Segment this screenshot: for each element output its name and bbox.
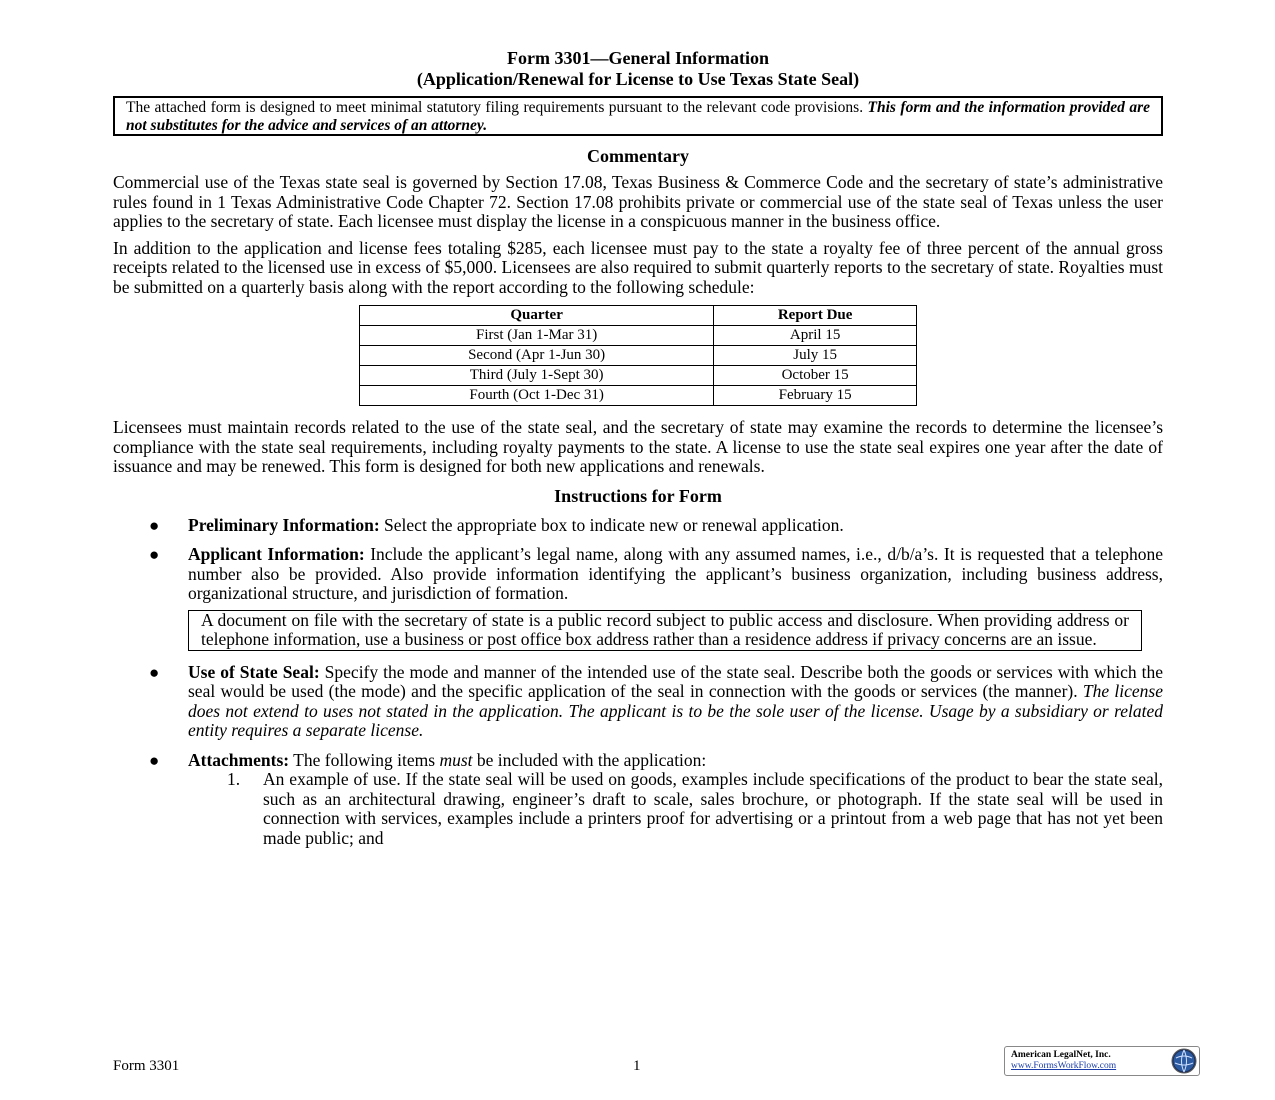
american-legalnet-badge[interactable] [1004, 1046, 1200, 1076]
report-due-cell: October 15 [714, 366, 917, 386]
applicant-text: Include the applicant’s legal name, along with any assumed names, i.e., d/b/a’s. It is requested that a telephone number also be provided. Also provide information identifying the applicant’s business organization, including business address, organizational structure, and jurisdiction of formation. [188, 544, 1163, 603]
attachments-text-before: The following items [293, 749, 436, 770]
use-text: Specify the mode and manner of the intended use of the state seal. Describe both the goods or services with which the seal would be used (the mode) and the specific application of the seal in connection with the goods or services (the manner). [188, 661, 1164, 701]
disclaimer-emphasis: This form and the information provided are not substitutes for the advice and services of an attorney. [126, 99, 1150, 134]
table-row [360, 366, 917, 386]
quarter-cell: Second (Apr 1-Jun 30) [360, 346, 714, 366]
report-due-cell: April 15 [714, 326, 917, 346]
bullet-icon: ● [149, 545, 160, 564]
bullet-icon: ● [149, 662, 160, 682]
column-header-report-due: Report Due [714, 306, 917, 326]
list-item [113, 751, 1163, 849]
table-row [360, 346, 917, 366]
globe-icon [1171, 1048, 1197, 1074]
instructions-heading: Instructions for Form [554, 485, 722, 506]
bullet-icon: ● [149, 515, 160, 535]
instructions-list [113, 516, 1163, 849]
commentary-paragraph-1: Commercial use of the Texas state seal is governed by Section 17.08, Texas Business & Commerce Code and the secretary of state’s administrative rules found in 1 Texas Administrative Code Chapter 72. Section 17.08 prohibits private or commercial use of the state seal of Texas unless the user applies to the secretary of state. Each licensee must display the license in a conspicuous manner in the business office. [113, 172, 1163, 231]
form-subtitle: (Application/Renewal for License to Use Texas State Seal) [416, 69, 860, 89]
use-lead: Use of State Seal: [188, 661, 320, 682]
report-schedule-table [359, 305, 917, 406]
badge-company-name: American LegalNet, Inc. [1011, 1050, 1111, 1060]
table-header-row [360, 306, 917, 326]
commentary-paragraph-3: Licensees must maintain records related to the use of the state seal, and the secretary of state may examine the records to determine the licensee’s compliance with the state seal requirements, including royalty payments to the state. A license to use the state seal expires one year after the date of issuance and may be renewed. This form is designed for both new applications and renewals. [113, 417, 1163, 476]
form-title: Form 3301—General Information [507, 48, 769, 68]
document-page [113, 48, 1163, 858]
privacy-notice-box: A document on file with the secretary of state is a public record subject to public access and disclosure. When providing address or telephone information, use a business or post office box address rather than a residence address if privacy concerns are an issue. [188, 610, 1142, 651]
bullet-icon: ● [149, 750, 160, 770]
commentary-paragraph-2: In addition to the application and license fees totaling $285, each licensee must pay to the state a royalty fee of three percent of the annual gross receipts related to the licensed use in excess of $5,000. Licensees are also required to submit quarterly reports to the secretary of state. Royalties must be submitted on a quarterly basis along with the report according to the following schedule: [113, 237, 1163, 297]
report-due-cell: July 15 [714, 346, 917, 366]
attachments-must: must [439, 749, 473, 770]
preliminary-lead: Preliminary Information: [188, 514, 380, 535]
attachment-number: 1. [227, 769, 241, 789]
applicant-lead: Applicant Information: [188, 544, 365, 564]
report-due-cell: February 15 [714, 386, 917, 406]
quarter-cell: Fourth (Oct 1-Dec 31) [360, 386, 714, 406]
list-item [113, 663, 1163, 741]
quarter-cell: Third (July 1-Sept 30) [360, 366, 714, 386]
column-header-quarter: Quarter [360, 306, 714, 326]
attachments-text-after: be included with the application: [476, 749, 707, 770]
table-row [360, 326, 917, 346]
list-item [113, 516, 1163, 536]
table-row [360, 386, 917, 406]
attachments-lead: Attachments: [188, 749, 290, 770]
preliminary-text: Select the appropriate box to indicate new or renewal application. [384, 514, 844, 535]
disclaimer-text: The attached form is designed to meet minimal statutory filing requirements pursuant to the relevant code provisions. [126, 99, 864, 116]
list-item [113, 545, 1163, 651]
attachments-list [188, 770, 1163, 848]
disclaimer-box [113, 96, 1163, 136]
footer-form-label: Form 3301 [113, 1058, 180, 1074]
use-italic-note: The license does not extend to uses not stated in the application. The applicant is to be the sole user of the license. Usage by a subsidiary or related entity requires a separate license. [188, 681, 1163, 740]
commentary-heading: Commentary [587, 146, 689, 166]
badge-link[interactable]: www.FormsWorkFlow.com [1011, 1061, 1117, 1071]
attachment-item [227, 769, 1163, 848]
page-number: 1 [633, 1058, 641, 1074]
quarter-cell: First (Jan 1-Mar 31) [360, 326, 714, 346]
attachment-text: An example of use. If the state seal will be used on goods, examples include specifications of the product to bear the state seal, such as an architectural drawing, engineer’s draft to scale, sales brochure, or photograph. If the state seal will be used in connection with services, examples include a printers proof for advertising or a printout from a web page that has not yet been made public; and [263, 769, 1163, 848]
